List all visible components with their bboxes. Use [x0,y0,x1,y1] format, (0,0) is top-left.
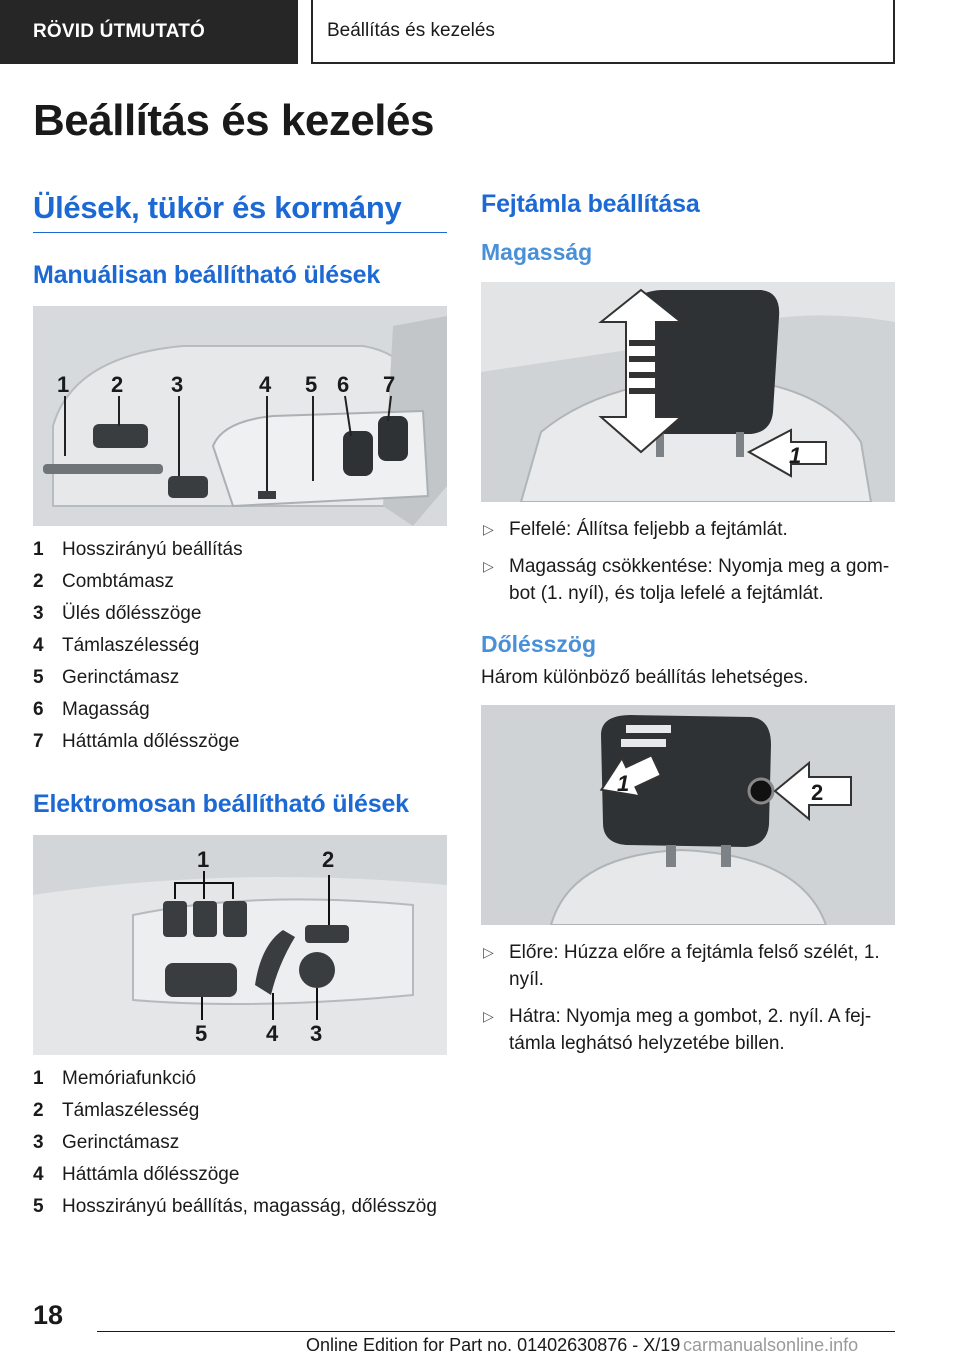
height-bullets [481,516,895,607]
electric-callout-2: 2 [322,847,335,872]
triangle-bullet-icon: ▷ [483,944,494,960]
manual-callout-4: 4 [259,372,272,397]
manual-seat-illustration [33,306,447,526]
list-item: 4 Támlaszélesség [33,635,200,656]
tilt-intro: Három különböző beállítás lehetséges. [481,667,809,688]
electric-seat-list [33,1063,447,1223]
header-chapter-label: Beállítás és kezelés [327,20,495,41]
section-title-seats: Ülések, tükör és kormány [33,190,447,233]
electric-seat-illustration [33,835,447,1055]
manual-callout-7: 7 [383,372,396,397]
header-chapter-tab [311,0,895,64]
left-column [33,190,447,1223]
list-item: ▷ Hátra: Nyomja meg a gombot, 2. nyíl. A fej-támla leghátsó helyzetébe billen. [481,1003,895,1057]
page-title: Beállítás és kezelés [33,96,434,145]
headrest-height-illustration [481,282,895,502]
triangle-bullet-icon: ▷ [483,521,494,537]
manual-callout-5: 5 [305,372,318,397]
section-title-headrest: Fejtámla beállítása [481,190,700,218]
electric-seats-title: Elektromosan beállítható ülések [33,790,409,818]
triangle-bullet-icon: ▷ [483,558,494,574]
list-item: 6 Magasság [33,699,150,720]
tilt-bullets [481,939,895,1057]
headrest-height-title: Magasság [481,239,593,265]
list-item: 5 Gerinctámasz [33,667,180,688]
list-item: 2 Támlaszélesség [33,1100,200,1121]
manual-callout-1: 1 [57,372,70,397]
headrest-tilt-illustration [481,705,895,925]
list-item: 3 Gerinctámasz [33,1132,180,1153]
triangle-bullet-icon: ▷ [483,1008,494,1024]
footer-watermark: carmanualsonline.info [683,1335,859,1355]
list-item: 5 Hosszirányú beállítás, magasság, dőlésszög [33,1196,437,1217]
headrest-tilt-title: Dőlésszög [481,631,597,657]
list-item: 2 Combtámasz [33,571,174,592]
electric-callout-3: 3 [310,1021,323,1046]
footer-divider [97,1331,895,1332]
list-item: 1 Memóriafunkció [33,1068,197,1089]
list-item: ▷ Előre: Húzza előre a fejtámla felső szélét, 1. nyíl. [481,939,895,993]
electric-callout-5: 5 [195,1021,208,1046]
header-section-label: RÖVID ÚTMUTATÓ [33,21,206,42]
list-item: 1 Hosszirányú beállítás [33,539,243,560]
tilt-callout-2: 2 [811,780,824,805]
manual-callout-3: 3 [171,372,184,397]
manual-callout-2: 2 [111,372,124,397]
electric-callout-1: 1 [197,847,210,872]
right-column [481,190,895,1067]
manual-callout-6: 6 [337,372,350,397]
list-item: 4 Háttámla dőlésszöge [33,1164,240,1185]
manual-seats-title: Manuálisan beállítható ülések [33,261,381,289]
manual-seat-list [33,534,447,758]
page-number: 18 [33,1300,64,1330]
list-item: 7 Háttámla dőlésszöge [33,731,240,752]
height-callout-1: 1 [789,443,802,468]
header-section-tab [0,0,298,64]
list-item: ▷ Felfelé: Állítsa feljebb a fejtámlát. [481,516,895,543]
tilt-callout-1: 1 [617,771,630,796]
list-item: 3 Ülés dőlésszöge [33,603,202,624]
electric-callout-4: 4 [266,1021,279,1046]
list-item: ▷ Magasság csökkentése: Nyomja meg a gom-bot (1. nyíl), és tolja lefelé a fejtámlát. [481,553,895,607]
footer-edition-text: Online Edition for Part no. 01402630876 - X/19 [306,1335,681,1355]
